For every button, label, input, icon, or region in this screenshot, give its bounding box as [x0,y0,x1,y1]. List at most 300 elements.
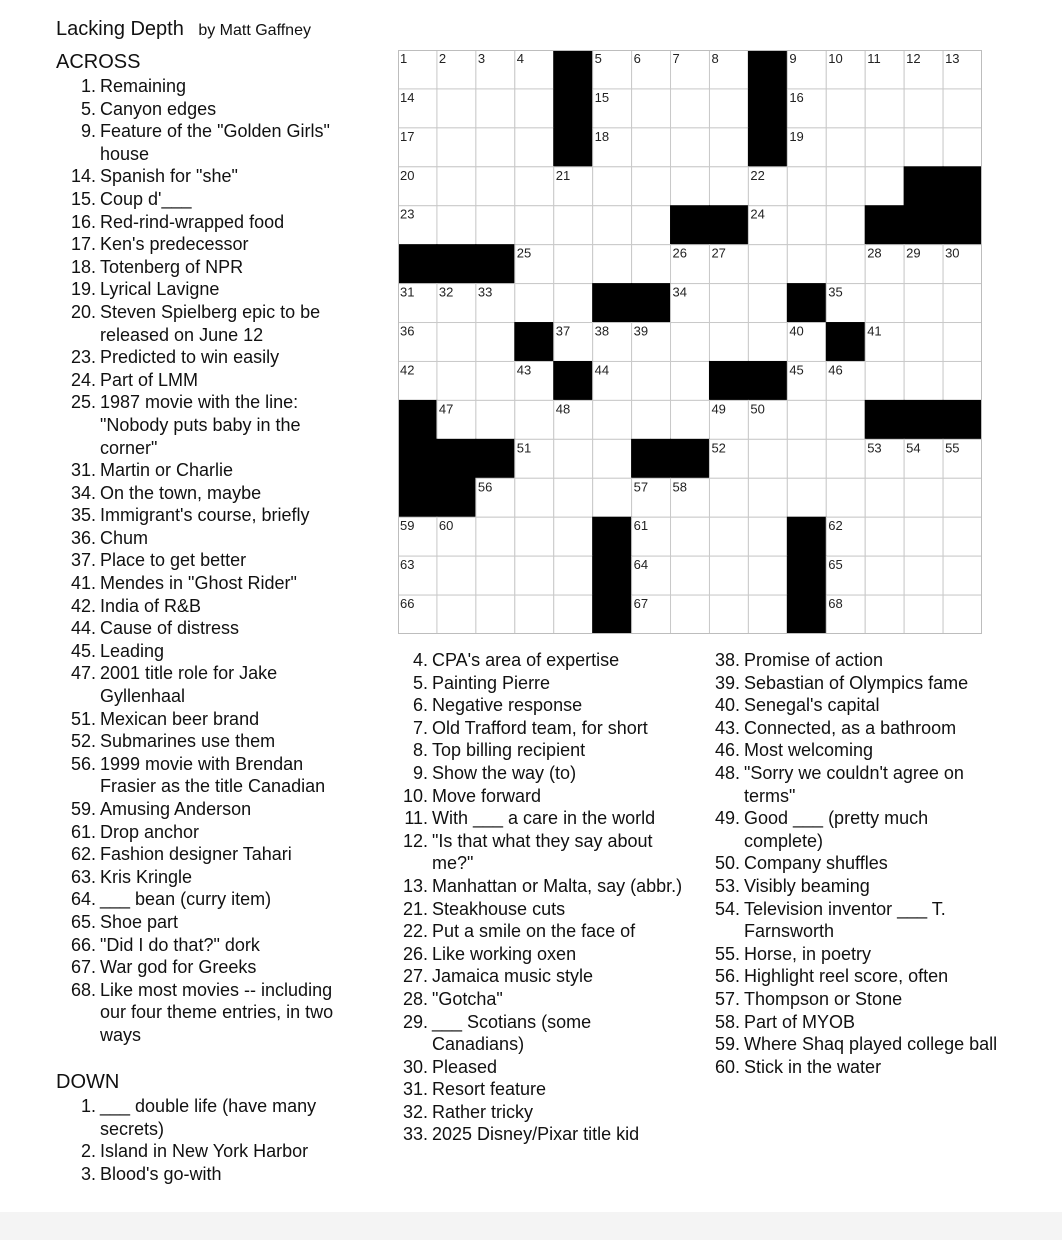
cell-number: 12 [906,51,921,66]
clue-number: 58. [714,1011,740,1032]
down-clue [700,1033,1000,1056]
clue-number: 29. [402,1011,428,1032]
clue-text: Promise of action [744,650,884,670]
grid-cell[interactable] [826,128,865,167]
grid-cell[interactable] [904,361,943,400]
grid-cell[interactable] [671,167,710,206]
grid-block [748,128,787,167]
grid-block [787,284,826,323]
grid-cell[interactable] [671,595,710,634]
across-clue [56,798,356,821]
grid-cell[interactable] [476,400,515,439]
clue-text: Move forward [432,785,542,806]
grid-cell[interactable] [865,167,904,206]
clue-number: 41. [70,573,96,594]
grid-cell[interactable] [826,89,865,128]
cell-number: 63 [400,557,415,573]
clue-number: 34. [70,482,96,503]
clue-text: Fashion designer Tahari [100,844,292,865]
grid-cell[interactable] [748,556,787,595]
clue-number: 1. [80,76,96,96]
clue-number: 30. [402,1056,428,1077]
clue-text: Coup d'___ [100,188,192,209]
grid-cell[interactable] [671,128,710,167]
grid-cell[interactable] [709,323,748,362]
grid-block [632,439,671,478]
grid-cell[interactable] [476,206,515,245]
clue-text: 2001 title role for Jake Gyllenhaal [100,663,278,707]
cell-number: 45 [789,362,804,378]
grid-cell[interactable] [476,361,515,400]
grid-cell[interactable] [437,323,476,362]
grid-cell[interactable] [515,400,554,439]
grid-cell[interactable] [554,245,593,284]
across-clue [56,165,356,188]
clue-number: 26. [402,943,428,964]
clue-number: 20. [70,301,96,322]
grid-cell[interactable] [865,361,904,400]
clue-number: 22. [402,921,428,942]
cell-number: 58 [672,479,688,495]
grid-block [437,439,476,478]
down-clue [700,898,1000,943]
across-clue [56,256,356,279]
clue-number: 52. [70,731,96,752]
cell-number: 19 [789,128,804,144]
across-clue [56,753,356,798]
clue-text: ___ double life (have many secrets) [100,1096,317,1139]
title-block [56,18,311,41]
down-clue [388,672,684,695]
clue-number: 47. [70,663,96,684]
clue-text: Television inventor ___ T. Farnsworth [744,898,946,942]
clue-text: Sebastian of Olympics fame [744,672,969,693]
grid-block [554,128,593,167]
crossword-grid-svg [398,50,982,634]
down-clue-list-col2 [388,649,684,1146]
grid-cell[interactable] [904,517,943,556]
cell-number: 34 [672,284,688,300]
cell-number: 25 [516,245,532,261]
grid-cell[interactable] [826,400,865,439]
grid-cell[interactable] [554,284,593,323]
down-clue [700,965,1000,988]
clue-text: "Gotcha" [432,988,503,1009]
clue-text: Manhattan or Malta, say (abbr.) [432,875,683,896]
grid-cell[interactable] [632,400,671,439]
grid-cell[interactable] [515,595,554,634]
grid-cell[interactable] [671,400,710,439]
grid-cell[interactable] [826,439,865,478]
grid-cell[interactable] [904,128,943,167]
cell-number: 2 [438,51,447,66]
clue-text: Pleased [432,1056,498,1077]
grid-cell[interactable] [709,167,748,206]
grid-block [476,439,515,478]
clue-text: Feature of the "Golden Girls" house [100,121,330,164]
across-clue [56,369,356,392]
grid-cell[interactable] [943,361,982,400]
clue-text: Mexican beer brand [100,708,260,729]
clue-number: 54. [714,898,740,919]
clue-text: India of R&B [100,595,202,616]
grid-cell[interactable] [748,245,787,284]
grid-cell[interactable] [943,478,982,517]
clue-number: 56. [714,966,740,987]
down-clue [700,694,1000,717]
down-clue [388,785,684,808]
clue-number: 64. [70,889,96,910]
grid-block [554,89,593,128]
grid-cell[interactable] [476,556,515,595]
grid-block [787,595,826,634]
grid-cell[interactable] [554,595,593,634]
across-clue [56,708,356,731]
grid-cell[interactable] [593,400,632,439]
grid-cell[interactable] [437,128,476,167]
cell-number: 11 [867,51,881,66]
grid-cell[interactable] [787,206,826,245]
clue-number: 16. [70,211,96,232]
clue-number: 8. [412,740,428,761]
clue-number: 32. [402,1101,428,1122]
grid-block [904,167,943,206]
clue-text: "Is that what they say about me?" [432,830,653,874]
clue-text: Company shuffles [744,853,888,874]
grid-cell[interactable] [593,478,632,517]
cell-number: 35 [828,284,843,300]
cell-number: 40 [789,323,804,339]
down-clue [700,1056,1000,1079]
down-heading: DOWN [56,1071,120,1093]
across-clue [56,391,356,459]
bottom-strip [0,1212,1062,1240]
clue-number: 7. [412,717,428,738]
down-clue [700,988,1000,1011]
grid-cell[interactable] [865,517,904,556]
clue-text: Horse, in poetry [744,943,872,964]
cell-number: 8 [711,51,719,66]
grid-cell[interactable] [515,167,554,206]
grid-block [943,400,982,439]
cell-number: 6 [633,51,641,66]
grid-cell[interactable] [554,517,593,556]
cell-number: 15 [594,89,610,105]
grid-block [398,478,437,517]
across-clue [56,301,356,346]
grid-cell[interactable] [515,206,554,245]
grid-cell[interactable] [554,478,593,517]
down-clue [700,943,1000,966]
grid-cell[interactable] [748,284,787,323]
across-clue [56,888,356,911]
grid-cell[interactable] [748,517,787,556]
grid-cell[interactable] [826,167,865,206]
clue-number: 21. [402,898,428,919]
grid-cell[interactable] [826,478,865,517]
clue-number: 49. [714,808,740,829]
cell-number: 22 [750,167,765,183]
across-clue [56,979,356,1047]
grid-cell[interactable] [593,439,632,478]
grid-cell[interactable] [437,361,476,400]
grid-block [943,206,982,245]
clue-number: 23. [70,347,96,368]
down-clue [56,1095,356,1140]
clue-text: Stick in the water [744,1056,882,1077]
grid-cell[interactable] [671,323,710,362]
clue-number: 65. [70,911,96,932]
clue-text: Highlight reel score, often [744,966,949,987]
grid-cell[interactable] [437,556,476,595]
clue-text: Old Trafford team, for short [432,717,648,738]
grid-cell[interactable] [476,517,515,556]
grid-cell[interactable] [709,284,748,323]
grid-cell[interactable] [787,439,826,478]
clue-number: 3. [80,1163,96,1184]
grid-cell[interactable] [671,361,710,400]
cell-number: 37 [555,323,571,339]
grid-cell[interactable] [709,89,748,128]
grid-cell[interactable] [515,478,554,517]
grid-cell[interactable] [904,284,943,323]
grid-cell[interactable] [748,478,787,517]
clue-text: 1999 movie with Brendan Frasier as the title Canadian [100,753,326,797]
clue-text: Negative response [432,695,583,716]
grid-cell[interactable] [787,167,826,206]
cell-number: 48 [555,401,571,417]
down-clue [56,1163,356,1186]
cell-number: 52 [711,440,726,456]
grid-cell[interactable] [554,439,593,478]
grid-cell[interactable] [709,128,748,167]
cell-number: 5 [594,51,602,66]
clue-number: 28. [402,988,428,1009]
clue-text: Canyon edges [100,98,217,119]
clue-number: 6. [412,695,428,716]
grid-cell[interactable] [904,556,943,595]
grid-cell[interactable] [709,478,748,517]
clue-number: 50. [714,853,740,874]
across-clue [56,911,356,934]
grid-cell[interactable] [904,323,943,362]
grid-cell[interactable] [943,89,982,128]
puzzle-title: Lacking Depth [56,18,184,40]
clue-number: 5. [80,98,96,119]
grid-cell[interactable] [554,556,593,595]
grid-cell[interactable] [748,323,787,362]
grid-cell[interactable] [943,284,982,323]
cell-number: 62 [828,518,843,534]
clue-number: 36. [70,527,96,548]
clue-text: "Did I do that?" dork [100,934,260,955]
grid-cell[interactable] [437,89,476,128]
grid-cell[interactable] [826,245,865,284]
across-clue [56,188,356,211]
down-clue [388,875,684,898]
across-clue [56,346,356,369]
clue-text: Where Shaq played college ball [744,1034,998,1055]
grid-cell[interactable] [515,89,554,128]
grid-cell[interactable] [476,128,515,167]
clue-text: Top billing recipient [432,740,586,761]
grid-block [593,517,632,556]
grid-cell[interactable] [865,595,904,634]
clue-number: 37. [70,550,96,571]
grid-block [593,284,632,323]
cell-number: 68 [828,596,843,612]
down-clue [388,1056,684,1079]
grid-cell[interactable] [865,128,904,167]
grid-cell[interactable] [865,89,904,128]
cell-number: 7 [672,51,680,66]
down-clue [388,762,684,785]
clue-text: Immigrant's course, briefly [100,505,310,526]
grid-cell[interactable] [787,245,826,284]
grid-cell[interactable] [593,245,632,284]
grid-cell[interactable] [476,323,515,362]
clue-text: CPA's area of expertise [432,650,620,670]
cell-number: 4 [516,51,525,66]
grid-cell[interactable] [476,89,515,128]
grid-cell[interactable] [865,284,904,323]
grid-cell[interactable] [943,323,982,362]
grid-cell[interactable] [943,128,982,167]
grid-cell[interactable] [671,517,710,556]
grid-cell[interactable] [632,361,671,400]
clue-text: Good ___ (pretty much complete) [744,808,929,851]
grid-cell[interactable] [593,167,632,206]
grid-block [554,361,593,400]
across-clue [56,934,356,957]
grid-block [437,478,476,517]
down-clue [388,807,684,830]
clue-text: Mendes in "Ghost Rider" [100,573,297,594]
grid-cell[interactable] [787,478,826,517]
cell-number: 26 [672,245,688,261]
grid-block [476,245,515,284]
grid-cell[interactable] [632,128,671,167]
down-clue [388,739,684,762]
grid-cell[interactable] [476,167,515,206]
across-clue [56,459,356,482]
clue-number: 66. [70,934,96,955]
grid-cell[interactable] [943,595,982,634]
down-clue [700,852,1000,875]
clue-number: 59. [70,799,96,819]
grid-cell[interactable] [904,595,943,634]
clue-number: 9. [80,121,96,142]
clue-number: 4. [412,650,428,670]
clue-number: 18. [70,256,96,277]
clue-text: Most welcoming [744,740,874,761]
clue-number: 55. [714,943,740,964]
clue-text: On the town, maybe [100,482,262,503]
grid-cell[interactable] [943,556,982,595]
down-clue [56,1140,356,1163]
grid-block [865,206,904,245]
grid-cell[interactable] [865,478,904,517]
grid-cell[interactable] [437,595,476,634]
grid-cell[interactable] [709,595,748,634]
grid-cell[interactable] [904,89,943,128]
grid-cell[interactable] [593,206,632,245]
clue-text: Kris Kringle [100,866,193,887]
grid-cell[interactable] [515,517,554,556]
across-clue [56,75,356,98]
grid-cell[interactable] [709,556,748,595]
across-clue [56,595,356,618]
cell-number: 47 [438,401,454,417]
across-clue [56,98,356,121]
clue-number: 19. [70,279,96,300]
clue-text: Blood's go-with [100,1163,222,1184]
grid-cell[interactable] [515,556,554,595]
grid-cell[interactable] [748,439,787,478]
grid-cell[interactable] [904,478,943,517]
cell-number: 44 [594,362,610,378]
grid-cell[interactable] [632,206,671,245]
cell-number: 46 [828,362,843,378]
across-clue [56,640,356,663]
grid-cell[interactable] [787,400,826,439]
grid-cell[interactable] [632,167,671,206]
clue-text: Drop anchor [100,821,200,842]
down-clue [388,943,684,966]
cell-number: 57 [633,479,649,495]
grid-cell[interactable] [515,128,554,167]
cell-number: 64 [633,557,649,573]
cell-number: 55 [945,440,960,456]
grid-cell[interactable] [709,517,748,556]
grid-cell[interactable] [865,556,904,595]
clue-text: 1987 movie with the line: "Nobody puts baby in the corner" [100,392,301,458]
down-clue [388,1011,684,1056]
grid-cell[interactable] [476,595,515,634]
cell-number: 60 [438,518,454,534]
clue-text: Cause of distress [100,618,240,639]
clue-text: Part of MYOB [744,1011,856,1032]
clue-text: Like working oxen [432,943,577,964]
grid-cell[interactable] [632,89,671,128]
grid-cell[interactable] [943,517,982,556]
grid-cell[interactable] [671,556,710,595]
clue-number: 17. [70,234,96,255]
clue-number: 25. [70,392,96,413]
grid-cell[interactable] [515,284,554,323]
clue-number: 56. [70,753,96,774]
down-clue [388,830,684,875]
grid-cell[interactable] [554,206,593,245]
cell-number: 27 [711,245,726,261]
grid-cell[interactable] [748,595,787,634]
grid-block [748,89,787,128]
across-clue [56,504,356,527]
clue-number: 68. [70,979,96,1000]
grid-cell[interactable] [826,206,865,245]
cell-number: 51 [516,440,532,456]
grid-cell[interactable] [671,89,710,128]
cell-number: 33 [477,284,493,300]
clue-number: 5. [412,672,428,693]
grid-cell[interactable] [632,245,671,284]
grid-cell[interactable] [437,206,476,245]
grid-block [904,400,943,439]
grid-cell[interactable] [437,167,476,206]
clue-text: Totenberg of NPR [100,256,244,277]
grid-block [593,556,632,595]
grid-block [398,245,437,284]
